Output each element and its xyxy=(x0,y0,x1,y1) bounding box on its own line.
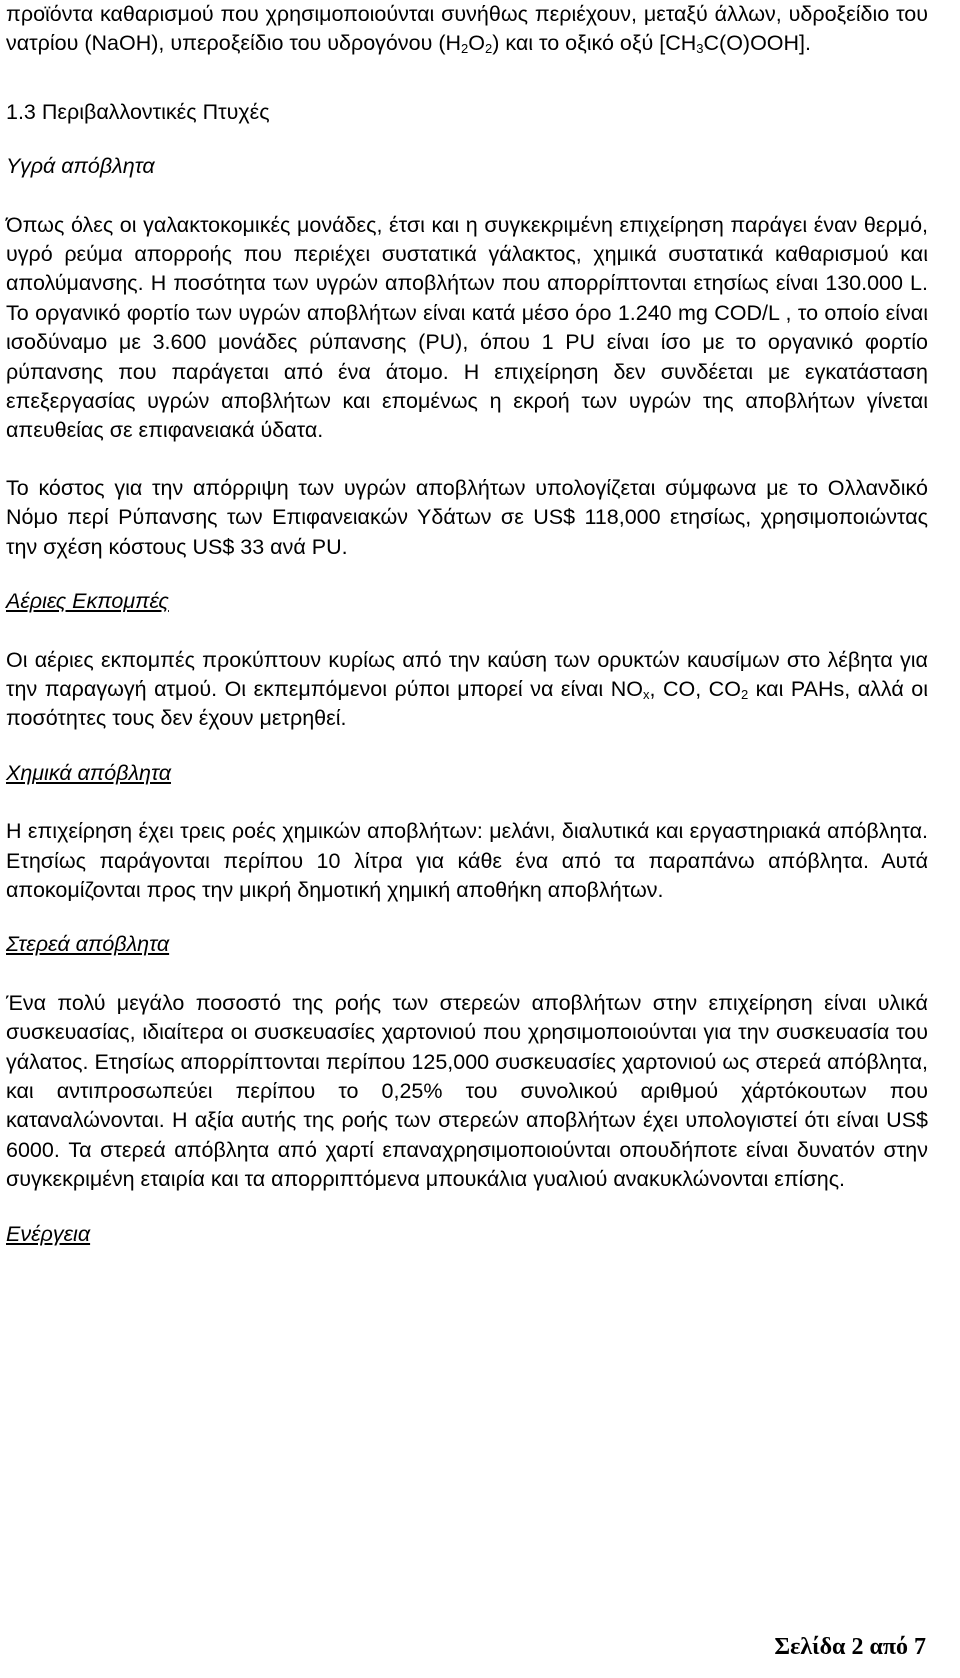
page-number: Σελίδα 2 από 7 xyxy=(774,1634,926,1660)
air-text-2: , CO, CO xyxy=(649,676,741,701)
liquid-waste-heading: Υγρά απόβλητα xyxy=(6,154,155,179)
intro-text-4: C(O)OOH]. xyxy=(703,31,812,56)
subscript: 2 xyxy=(461,41,469,57)
intro-paragraph xyxy=(6,0,928,59)
subscript: 2 xyxy=(740,686,749,702)
solid-waste-paragraph: Ένα πολύ μεγάλο ποσοστό της ροής των στερεών αποβλήτων στην επιχείρηση είναι υλικά συσκευασίας, ιδιαίτερα οι συσκευασίες χαρτονιού που χρησιμοποιούνται για την συσκευασία του γάλατος. Ετησίως απορρίπτονται περίπου 125,000 συσκευασίες χαρτονιού ως στερεά απόβλητα, και αντιπροσωπεύει περίπου το 0,25% του συνολικού αριθμού χάρτόκουτων που καταναλώνονται. Η αξία αυτής της ροής των στερεών αποβλήτων έχει υπολογιστεί ότι είναι US$ 6000. Τα στερεά απόβλητα από χαρτί επαναχρησιμοποιούνται οπουδήποτε είναι δυνατόν στην συγκεκριμένη εταιρία και τα απορριπτόμενα μπουκάλια γυαλιού ανακυκλώνονται επίσης. xyxy=(6,990,928,1192)
intro-text-1: προϊόντα καθαρισμού που χρησιμοποιούνται συνήθως περιέχουν, μεταξύ άλλων, υδροξείδιο του νατρίου (NaOH), υπεροξείδιο του υδρογόνου (H xyxy=(6,2,928,56)
liquid-waste-paragraph-1: Όπως όλες οι γαλακτοκομικές μονάδες, έτσι και η συγκεκριμένη επιχείρηση παράγει έναν θερμό, υγρό ρεύμα απορροής που περιέχει συστατικά γάλακτος, χημικά συστατικά καθαρισμού και απολύμανσης. Η ποσότητα των υγρών αποβλήτων που απορρίπτονται ετησίως είναι 130.000 L. Το οργανικό φορτίο των υγρών αποβλήτων είναι κατά μέσο όρο 1.240 mg COD/L , το οποίο είναι ισοδύναμο με 3.600 μονάδες ρύπανσης (PU), όπου 1 PU είναι ίσο με το οργανικό φορτίο ρύπανσης που παράγεται από ένα άτομο. Η επιχείρηση δεν συνδέεται με εγκατάσταση επεξεργασίας υγρών αποβλήτων και επομένως η εκροή των υγρών της αποβλήτων γίνεται απευθείας σε επιφανειακά ύδατα. xyxy=(6,212,928,443)
air-emissions-heading: Αέριες Εκπομπές xyxy=(6,589,169,614)
document-page xyxy=(6,0,928,1249)
solid-waste-heading: Στερεά απόβλητα xyxy=(6,932,170,957)
air-emissions-paragraph xyxy=(6,646,928,734)
section-title: 1.3 Περιβαλλοντικές Πτυχές xyxy=(6,99,270,124)
intro-text-3: ) και το οξικό οξύ [CH xyxy=(492,31,697,56)
subscript: x xyxy=(642,686,650,702)
liquid-waste-paragraph-2: Το κόστος για την απόρριψη των υγρών αποβλήτων υπολογίζεται σύμφωνα με το Ολλανδικό Νόμο περί Ρύπανσης των Επιφανειακών Υδάτων σε US$ 118,000 ετησίως, χρησιμοποιώντας την σχέση κόστους US$ 33 ανά PU. xyxy=(6,475,928,559)
chemical-waste-paragraph: Η επιχείρηση έχει τρεις ροές χημικών αποβλήτων: μελάνι, διαλυτικά και εργαστηριακά απόβλητα. Ετησίως παράγονται περίπου 10 λίτρα για κάθε ένα από τα παραπάνω απόβλητα. Αυτά αποκομίζονται προς την μικρή δημοτική χημική αποθήκη αποβλήτων. xyxy=(6,819,928,902)
subscript: 3 xyxy=(696,41,704,57)
chemical-waste-heading: Χημικά απόβλητα xyxy=(6,760,171,785)
air-text-1: Οι αέριες εκπομπές προκύπτουν κυρίως από την καύση των ορυκτών καυσίμων στο λέβητα για την παραγωγή ατμού. Οι εκπεμπόμενοι ρύποι μπορεί να είναι NO xyxy=(6,647,928,701)
subscript: 2 xyxy=(485,41,493,57)
air-text-3: και PAHs, αλλά οι ποσότητες τους δεν έχουν μετρηθεί. xyxy=(6,676,928,731)
intro-text-2: O xyxy=(468,31,485,56)
energy-heading: Ενέργεια xyxy=(6,1221,91,1246)
